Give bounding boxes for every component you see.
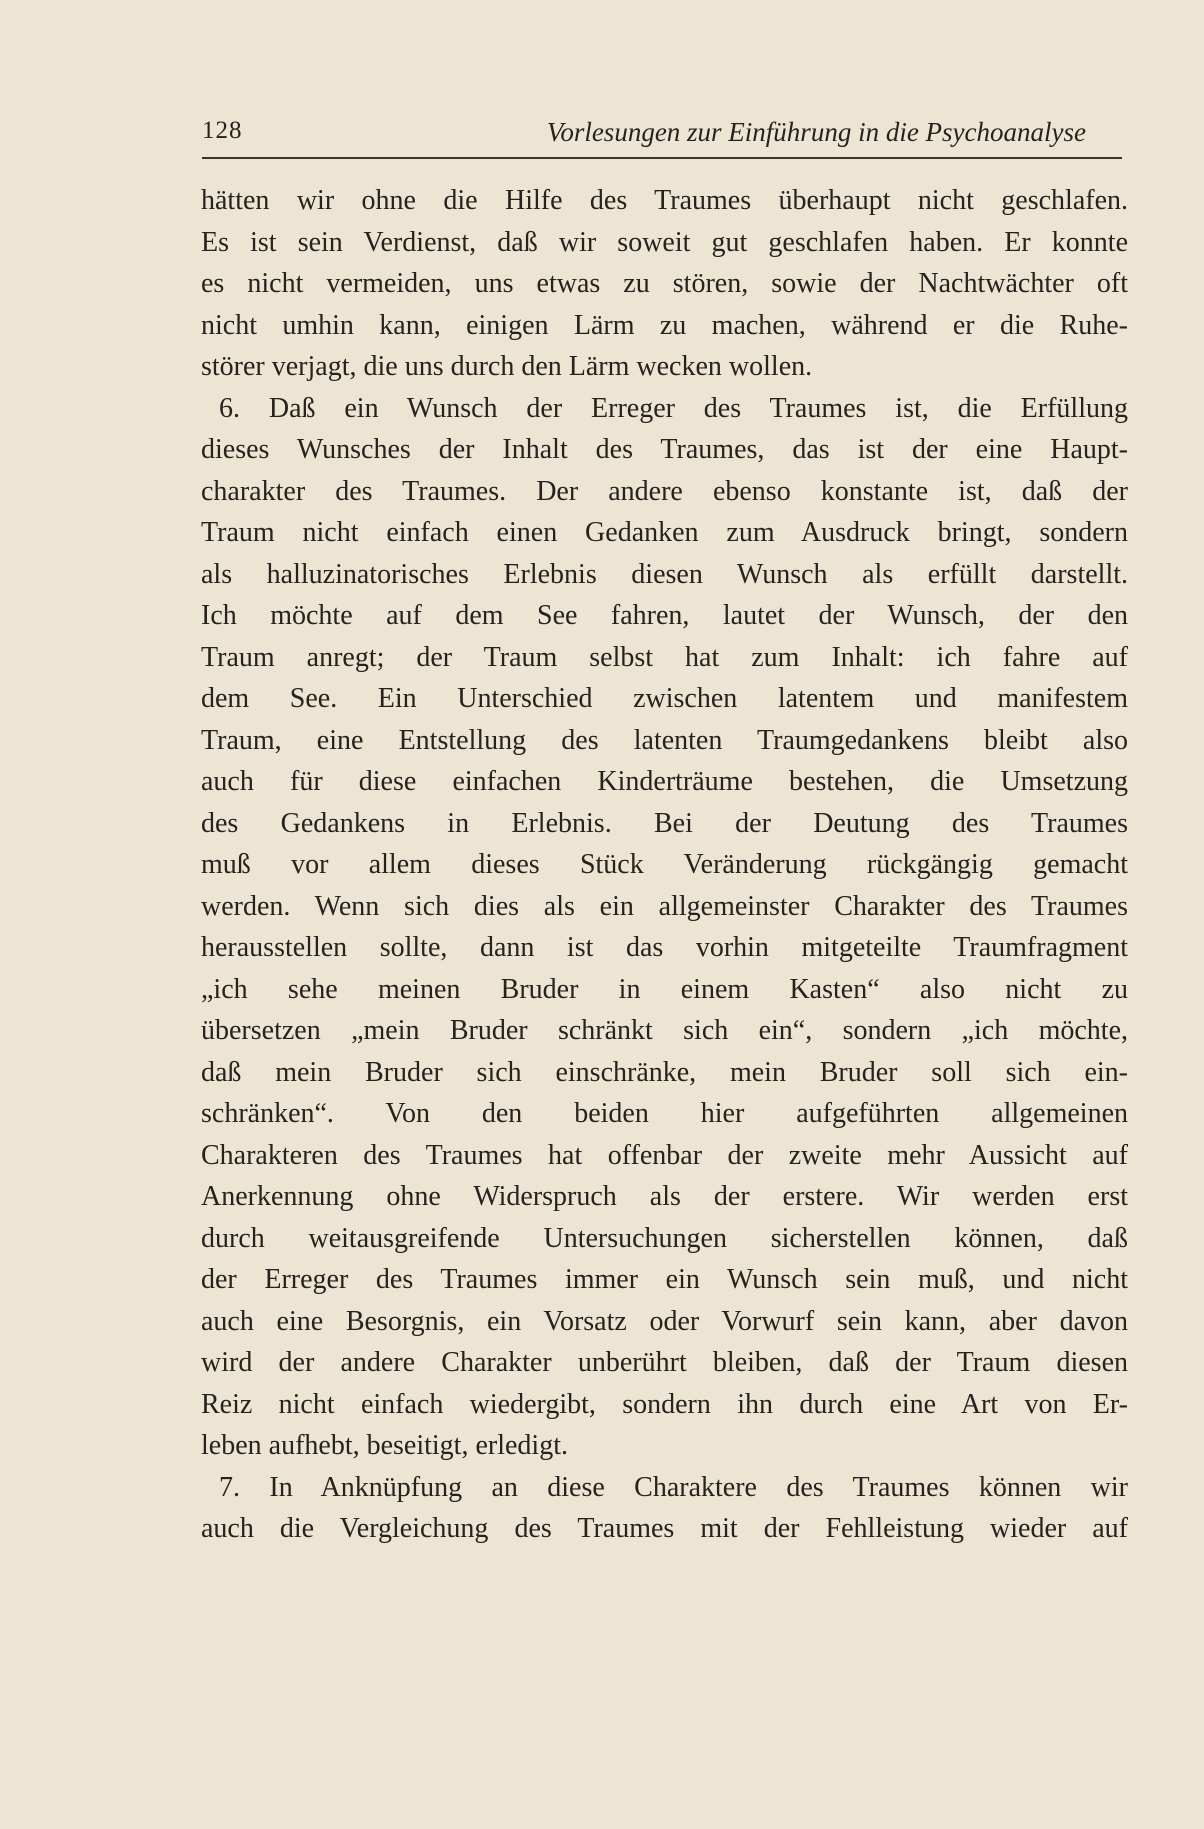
text-line: hätten wir ohne die Hilfe des Traumes überhaupt nicht geschlafen. (201, 185, 1128, 216)
running-title: Vorlesungen zur Einführung in die Psychoanalyse (546, 117, 1086, 147)
text-line: herausstellen sollte, dann ist das vorhin mitgeteilte Traumfragment (201, 932, 1128, 963)
page-number: 128 (202, 117, 243, 144)
text-line: Ich möchte auf dem See fahren, lautet der Wunsch, der den (201, 600, 1128, 631)
text-line: durch weitausgreifende Untersuchungen sicherstellen können, daß (201, 1222, 1128, 1254)
text-line: wird der andere Charakter unberührt bleiben, daß der Traum diesen (201, 1347, 1128, 1378)
text-line: „ich sehe meinen Bruder in einem Kasten“ also nicht zu (201, 973, 1128, 1005)
text-line: der Erreger des Traumes immer ein Wunsch sein muß, und nicht (201, 1264, 1128, 1295)
text-line: nicht umhin kann, einigen Lärm zu machen, während er die Ruhe- (201, 309, 1128, 341)
text-line: Traum, eine Entstellung des latenten Traumgedankens bleibt also (201, 724, 1128, 756)
text-line: Traum nicht einfach einen Gedanken zum Ausdruck bringt, sondern (201, 517, 1128, 548)
text-line: es nicht vermeiden, uns etwas zu stören, sowie der Nachtwächter oft (201, 268, 1128, 299)
text-line: charakter des Traumes. Der andere ebenso konstante ist, daß der (201, 475, 1128, 507)
text-line: Charakteren des Traumes hat offenbar der zweite mehr Aussicht auf (201, 1139, 1128, 1171)
text-line: störer verjagt, die uns durch den Lärm wecken wollen. (201, 351, 813, 382)
text-line: muß vor allem dieses Stück Veränderung rückgängig gemacht (201, 849, 1128, 880)
text-line: daß mein Bruder sich einschränke, mein Bruder soll sich ein- (201, 1056, 1128, 1088)
text-line: auch für diese einfachen Kinderträume bestehen, die Umsetzung (201, 766, 1128, 797)
text-line: leben aufhebt, beseitigt, erledigt. (201, 1430, 568, 1461)
text-line: des Gedankens in Erlebnis. Bei der Deutung des Traumes (201, 807, 1128, 839)
text-line: dem See. Ein Unterschied zwischen latentem und manifestem (201, 683, 1128, 714)
text-line: werden. Wenn sich dies als ein allgemeinster Charakter des Traumes (201, 890, 1128, 922)
page-header (202, 117, 1122, 159)
text-line: auch eine Besorgnis, ein Vorsatz oder Vorwurf sein kann, aber davon (201, 1305, 1128, 1337)
text-line: Traum anregt; der Traum selbst hat zum Inhalt: ich fahre auf (201, 641, 1128, 673)
text-line: dieses Wunsches der Inhalt des Traumes, das ist der eine Haupt- (201, 434, 1128, 465)
paragraph-6-start: 6. Daß ein Wunsch der Erreger des Traumes ist, die Erfüllung (219, 392, 1128, 424)
text-line: als halluzinatorisches Erlebnis diesen Wunsch als erfüllt darstellt. (201, 558, 1128, 590)
text-line: auch die Vergleichung des Traumes mit der Fehlleistung wieder auf (201, 1513, 1128, 1544)
body-text (201, 180, 1128, 1550)
text-line: Reiz nicht einfach wiedergibt, sondern ihn durch eine Art von Er- (201, 1388, 1128, 1420)
text-line: schränken“. Von den beiden hier aufgeführten allgemeinen (201, 1098, 1128, 1129)
paragraph-7-start: 7. In Anknüpfung an diese Charaktere des Traumes können wir (219, 1471, 1128, 1503)
text-line: übersetzen „mein Bruder schränkt sich ein“, sondern „ich möchte, (201, 1015, 1128, 1046)
text-line: Es ist sein Verdienst, daß wir soweit gut geschlafen haben. Er konnte (201, 226, 1128, 258)
text-line: Anerkennung ohne Widerspruch als der erstere. Wir werden erst (201, 1181, 1128, 1212)
